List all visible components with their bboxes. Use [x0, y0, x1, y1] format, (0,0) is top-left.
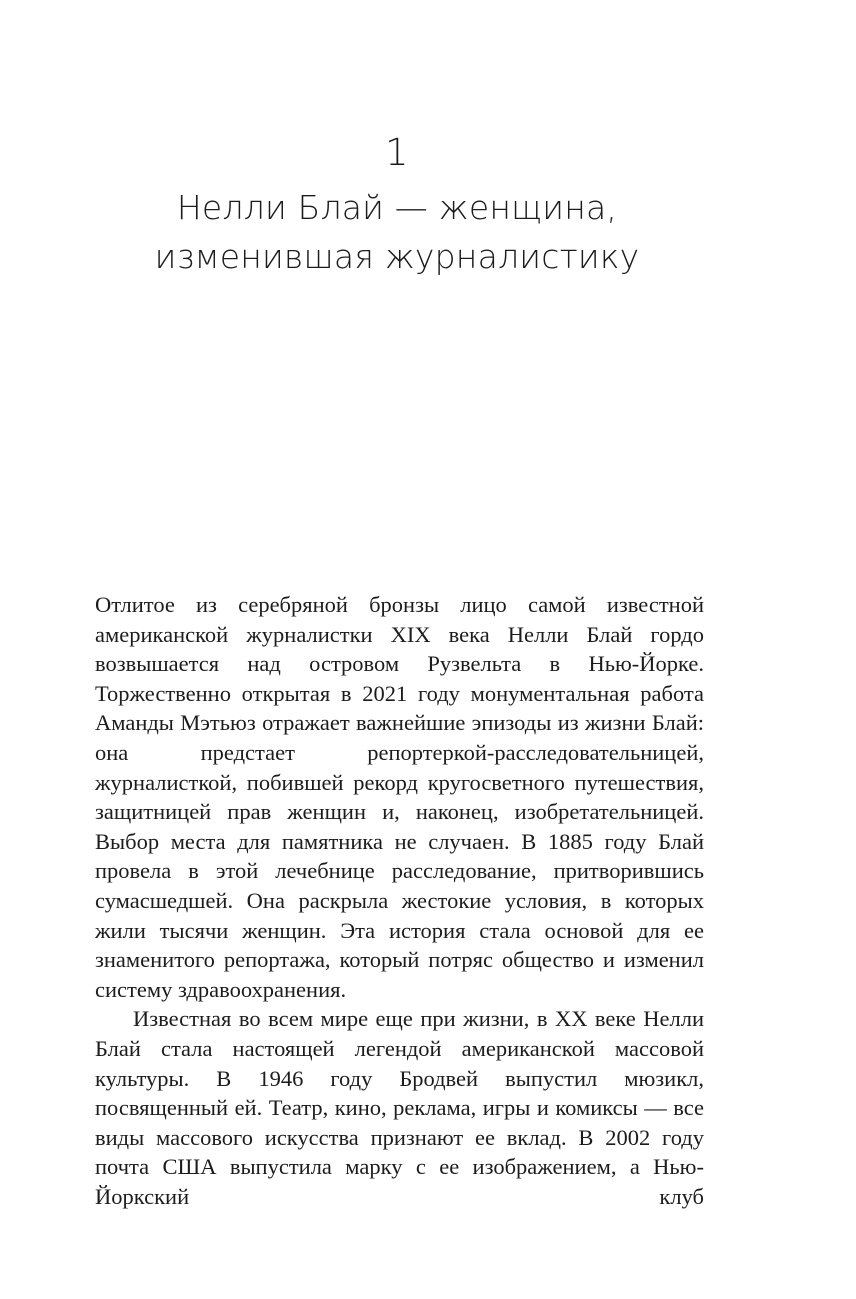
paragraph-2: Известная во всем мире еще при жизни, в XX веке Нелли Блай стала настоящей легендой американской массовой культуры. В 1946 году Бродвей выпустил мюзикл, посвященный ей. Театр, кино, реклама, игры и комиксы — все виды массового искусства признают ее вклад. В 2002 году почта США выпустила марку с ее изображением, а Нью-Йоркский клуб: [95, 1006, 704, 1209]
body-text: [95, 590, 704, 1211]
chapter-number: 1: [384, 131, 410, 174]
chapter-title: [150, 183, 644, 281]
chapter-title-line-1: Нелли Блай — женщина,: [176, 188, 618, 227]
paragraph-1: Отлитое из серебряной бронзы лицо самой известной американской журналистки XIX века Нелли Блай гордо возвышается над островом Рузвельта в Нью-Йорке. Торжественно открытая в 2021 году монументальная работа Аманды Мэтьюз отражает важнейшие эпизоды из жизни Блай: она предстает репортеркой-расследовательницей, журналисткой, побившей рекорд кругосветного путешествия, защитницей прав женщин и, наконец, изобретательницей. Выбор места для памятника не случаен. В 1885 году Блай провела в этой лечебнице расследование, притворившись сумасшедшей. Она раскрыла жестокие условия, в которых жили тысячи женщин. Эта история стала основой для ее знаменитого репортажа, который потряс общество и изменил систему здравоохранения.: [95, 592, 704, 1002]
chapter-title-line-2: изменившая журналистику: [154, 237, 640, 276]
